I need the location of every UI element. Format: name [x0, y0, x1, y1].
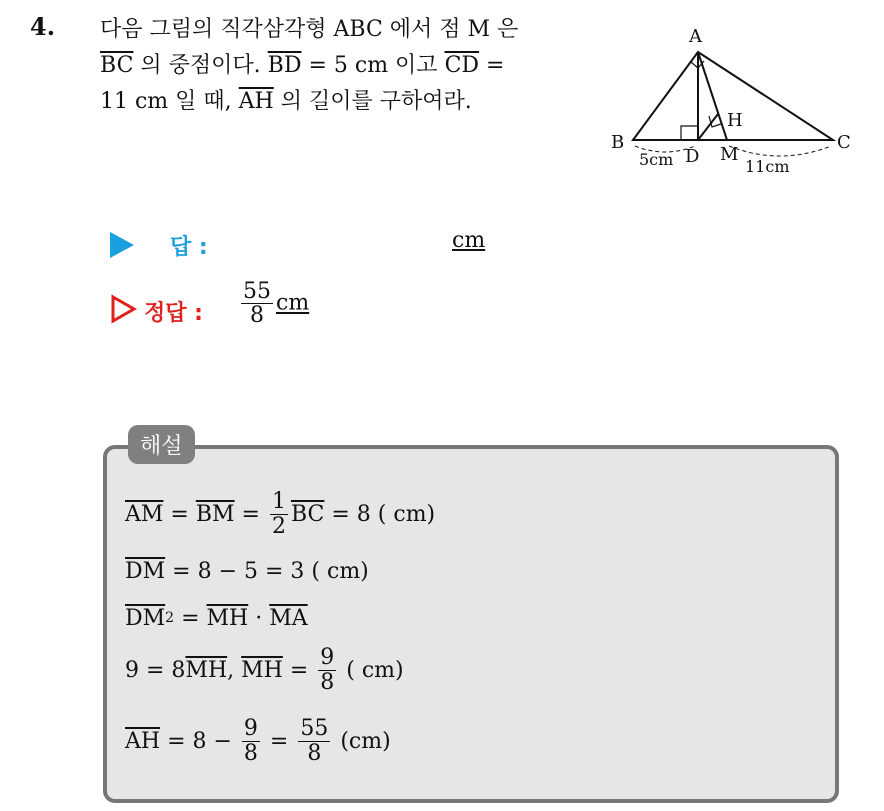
equals: = [174, 605, 207, 631]
segment-am: $\overline{AM}$ [125, 501, 164, 527]
question-line-2 [100, 48, 590, 84]
question-line-1: 다음 그림의 직각삼각형 ABC 에서 점 M 은 [100, 17, 519, 42]
solution-label: 정답 : [144, 301, 203, 326]
solution-arrow-icon [110, 294, 138, 324]
segment-bm: $\overline{BM}$ [195, 501, 235, 527]
label-d: D [685, 146, 700, 167]
fraction-numerator: 1 [271, 489, 286, 515]
segment-cd: $\overline{CD}$ [444, 53, 480, 78]
segment-dm: $\overline{DM}$ [125, 558, 166, 584]
question-text-part: = [479, 53, 505, 78]
segment-ah: $\overline{AH}$ [238, 89, 274, 114]
question-text-part: 11 cm 일 때, [100, 89, 239, 114]
label-b: B [611, 132, 625, 153]
explanation-line-1 [125, 484, 435, 544]
fraction-numerator: 9 [320, 645, 335, 671]
triangle-figure [605, 20, 865, 180]
segment-mh: $\overline{MH}$ [185, 657, 228, 683]
explanation-line-3 [125, 598, 308, 638]
segment-mh: $\overline{MH}$ [206, 605, 249, 631]
fraction-denominator: 2 [271, 513, 286, 539]
equals: = [262, 728, 296, 754]
equation-rest: = 8 ( cm) [324, 501, 436, 527]
label-bd-length: 5cm [639, 150, 674, 169]
equation-rest: ( cm) [339, 657, 404, 683]
fraction-nine-eighths [242, 717, 260, 764]
fraction-denominator: 8 [250, 303, 264, 329]
equals: = [282, 657, 316, 683]
segment-mh: $\overline{MH}$ [241, 657, 283, 683]
equation-part: = 8 − [160, 728, 239, 754]
equals: = [234, 501, 267, 527]
segment-ah: $\overline{AH}$ [125, 728, 161, 754]
brace-mc [729, 146, 831, 156]
segment-bc: $\overline{BC}$ [290, 501, 325, 527]
fraction-nine-eighths [318, 646, 336, 693]
equation-rest: = 8 − 5 = 3 ( cm) [165, 558, 369, 584]
question-line-3 [100, 84, 590, 120]
fraction-half [270, 490, 288, 537]
fraction-numerator: 9 [243, 716, 258, 742]
fraction-denominator: 8 [320, 669, 335, 695]
answer-unit: cm [452, 228, 486, 253]
segment-dm: $\overline{DM}$ [125, 605, 166, 631]
question-text [100, 12, 590, 120]
fraction-denominator: 8 [307, 740, 322, 766]
question-text-part: 의 중점이다. [133, 53, 268, 78]
label-mc-length: 11cm [745, 157, 790, 176]
fraction-denominator: 8 [243, 740, 258, 766]
right-angle-d [681, 126, 698, 140]
question-text-part: = 5 cm 이고 [301, 53, 445, 78]
fraction-numerator: 55 [243, 279, 271, 304]
explanation-line-2 [125, 553, 369, 589]
label-h: H [727, 110, 743, 131]
solution-fraction [241, 280, 273, 327]
equation-part: 9 = 8 [125, 657, 186, 683]
solution-value [238, 280, 309, 327]
fraction-numerator: 55 [300, 716, 329, 742]
equation-rest: (cm) [333, 728, 391, 754]
label-m: M [720, 144, 739, 165]
equals: = [163, 501, 196, 527]
segment-bc: $\overline{BC}$ [100, 53, 134, 78]
separator: , [227, 657, 242, 683]
answer-label: 답 : [170, 235, 208, 260]
fraction-result [298, 717, 330, 764]
explanation-tab: 해설 [128, 425, 195, 464]
segment-ma: $\overline{MA}$ [269, 605, 308, 631]
solution-unit: cm [276, 290, 310, 316]
explanation-line-4 [125, 640, 404, 700]
segment-bd: $\overline{BD}$ [267, 53, 302, 78]
dot-operator: · [248, 605, 270, 631]
explanation-line-5 [125, 710, 391, 772]
label-c: C [837, 132, 851, 153]
question-text-part: 의 길이를 구하여라. [273, 89, 472, 114]
question-number: 4. [30, 12, 56, 41]
answer-arrow-icon [110, 232, 134, 258]
segment-dh [698, 114, 718, 140]
exponent: 2 [165, 610, 175, 626]
label-a: A [689, 26, 702, 47]
